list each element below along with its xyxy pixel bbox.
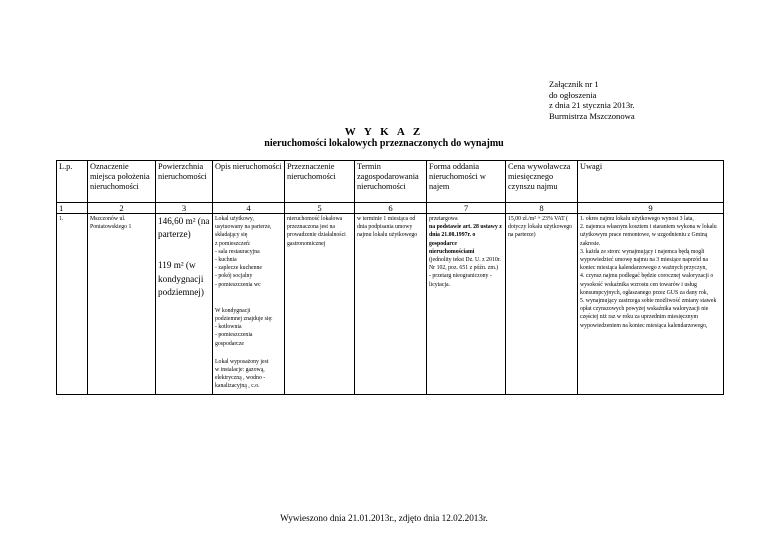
document-title: W Y K A Z — [344, 126, 424, 138]
location-cell: Mszczonów ul. Poniatowskiego 1 — [88, 214, 156, 395]
description-line: - sala restauracyjna — [215, 248, 260, 255]
note-item: 4. czynsz najmu podlegać będzie corocznej waloryzacji o wysokość wskaźnika wzrostu cen towarów i usług konsumpcyjnych, ogłaszanego przez GUS za dany rok, — [580, 273, 714, 296]
header-cell: Uwagi — [578, 161, 724, 203]
attachment-line: do ogłoszenia — [549, 89, 597, 100]
header-cell: Termin zagospodarowania nieruchomości — [355, 161, 427, 203]
header-cell: L.p. — [57, 161, 88, 203]
area-ground-floor: 146,60 m² (na parterze) — [158, 216, 210, 240]
area-cell — [156, 214, 213, 395]
price-cell: 15,00 zł./m² + 23% VAT ( dotyczy lokalu użytkowego na parterze) — [506, 214, 578, 395]
column-number: 7 — [427, 203, 506, 214]
column-number: 2 — [88, 203, 156, 214]
column-number: 3 — [156, 203, 213, 214]
description-line: - kotłownia — [215, 324, 242, 331]
attachment-note — [549, 79, 635, 121]
description-line: w instalacje: gazową, — [215, 367, 265, 374]
header-cell: Forma oddania nieruchomości w najem — [427, 161, 506, 203]
lp-cell: 1. — [57, 214, 88, 395]
attachment-line: Burmistrza Mszczonowa — [549, 110, 635, 121]
posting-dates-footer: Wywieszono dnia 21.01.2013r., zdjęto dnia 12.02.2013r. — [280, 513, 488, 523]
description-line: usytuowany na parterze, — [215, 224, 272, 231]
purpose-cell: nieruchomość lokalowa przeznaczona jest na prowadzenie działalności gastronomicznej — [285, 214, 355, 395]
description-cell — [213, 214, 285, 395]
table-header-row — [57, 161, 724, 203]
description-line: kanalizacyjną , c.o. — [215, 383, 260, 390]
note-item: 3. każda ze stron: wynajmujący i najemca będą mogli wypowiedzieć umowę najmu na 3 miesiące naprzód na koniec miesiąca kalendarzowego z ważnych przyczyn, — [580, 248, 708, 272]
column-number: 6 — [355, 203, 427, 214]
header-cell: Przeznaczenie nieruchomości — [285, 161, 355, 203]
form-cell — [427, 214, 506, 395]
description-line: Lokal użytkowy, — [215, 216, 254, 222]
header-cell: Oznaczenie miejsca położenia nieruchomości — [88, 161, 156, 203]
notes-cell — [578, 214, 724, 395]
description-line: gospodarcze — [215, 340, 244, 347]
document-subtitle: nieruchomości lokalowych przeznaczonych do wynajmu — [264, 138, 504, 149]
header-cell: Powierzchnia nieruchomości — [156, 161, 213, 203]
description-line: - kuchnia — [215, 257, 237, 264]
form-type: przetargowa — [429, 216, 458, 222]
column-number: 1 — [57, 203, 88, 214]
note-item: 2. najemca własnym kosztem i staraniem wykona w lokalu użytkowym prace remontowe, w uzgodnieniu z Gminą zakresie. — [580, 224, 717, 247]
property-list-table — [56, 160, 724, 395]
area-basement: 119 m² (w kondygnacji podziemnej) — [158, 260, 204, 297]
form-legal-reference: (jednolity tekst Dz. U. z 2010r. Nr 102, poz. 651 z późn. zm.) — [429, 257, 501, 272]
description-line: elektryczną , wodno - — [215, 375, 266, 382]
column-number: 4 — [213, 203, 285, 214]
description-line: - pomieszczenia wc — [215, 281, 261, 288]
description-line: W kondygnacji — [215, 307, 251, 314]
column-number: 8 — [506, 203, 578, 214]
note-item: 5. wynajmujący zastrzega sobie możliwość zmiany stawek opłat czynszowych powyżej wskaźnika waloryzacji nie częściej niż raz w roku za uprzednim miesięcznym wypowiedzeniem na koniec miesiąca kalendarzowego, — [580, 298, 717, 329]
description-line: Lokal wyposażony jest — [215, 358, 269, 365]
column-number: 5 — [285, 203, 355, 214]
term-cell: w terminie 1 miesiąca od dnia podpisania umowy najmu lokalu użytkowego — [355, 214, 427, 395]
header-cell: Cena wywoławcza miesięcznego czynszu najmu — [506, 161, 578, 203]
form-tender-type: - przetarg nieograniczony - licytacja. — [429, 273, 492, 288]
description-line: - pomieszczenia — [215, 332, 253, 339]
table-row — [57, 214, 724, 395]
description-line: z pomieszczeń: — [215, 240, 251, 247]
description-line: składający się — [215, 232, 248, 239]
form-legal-basis: na podstawie art. 28 ustawy z dnia 21.08.1997r. o gospodarce nieruchomościami — [429, 224, 502, 255]
attachment-line: Załącznik nr 1 — [549, 79, 599, 89]
description-line: podziemnej znajduje się: — [215, 316, 273, 323]
description-line: - pokój socjalny — [215, 273, 253, 280]
column-number-row — [57, 203, 724, 214]
note-item: 1. okres najmu lokalu użytkowego wynosi 3 lata, — [580, 216, 694, 222]
description-line: - zaplecze kuchenne — [215, 265, 262, 272]
column-number: 9 — [578, 203, 724, 214]
header-cell: Opis nieruchomości — [213, 161, 285, 203]
attachment-line: z dnia 21 stycznia 2013r. — [549, 100, 635, 111]
